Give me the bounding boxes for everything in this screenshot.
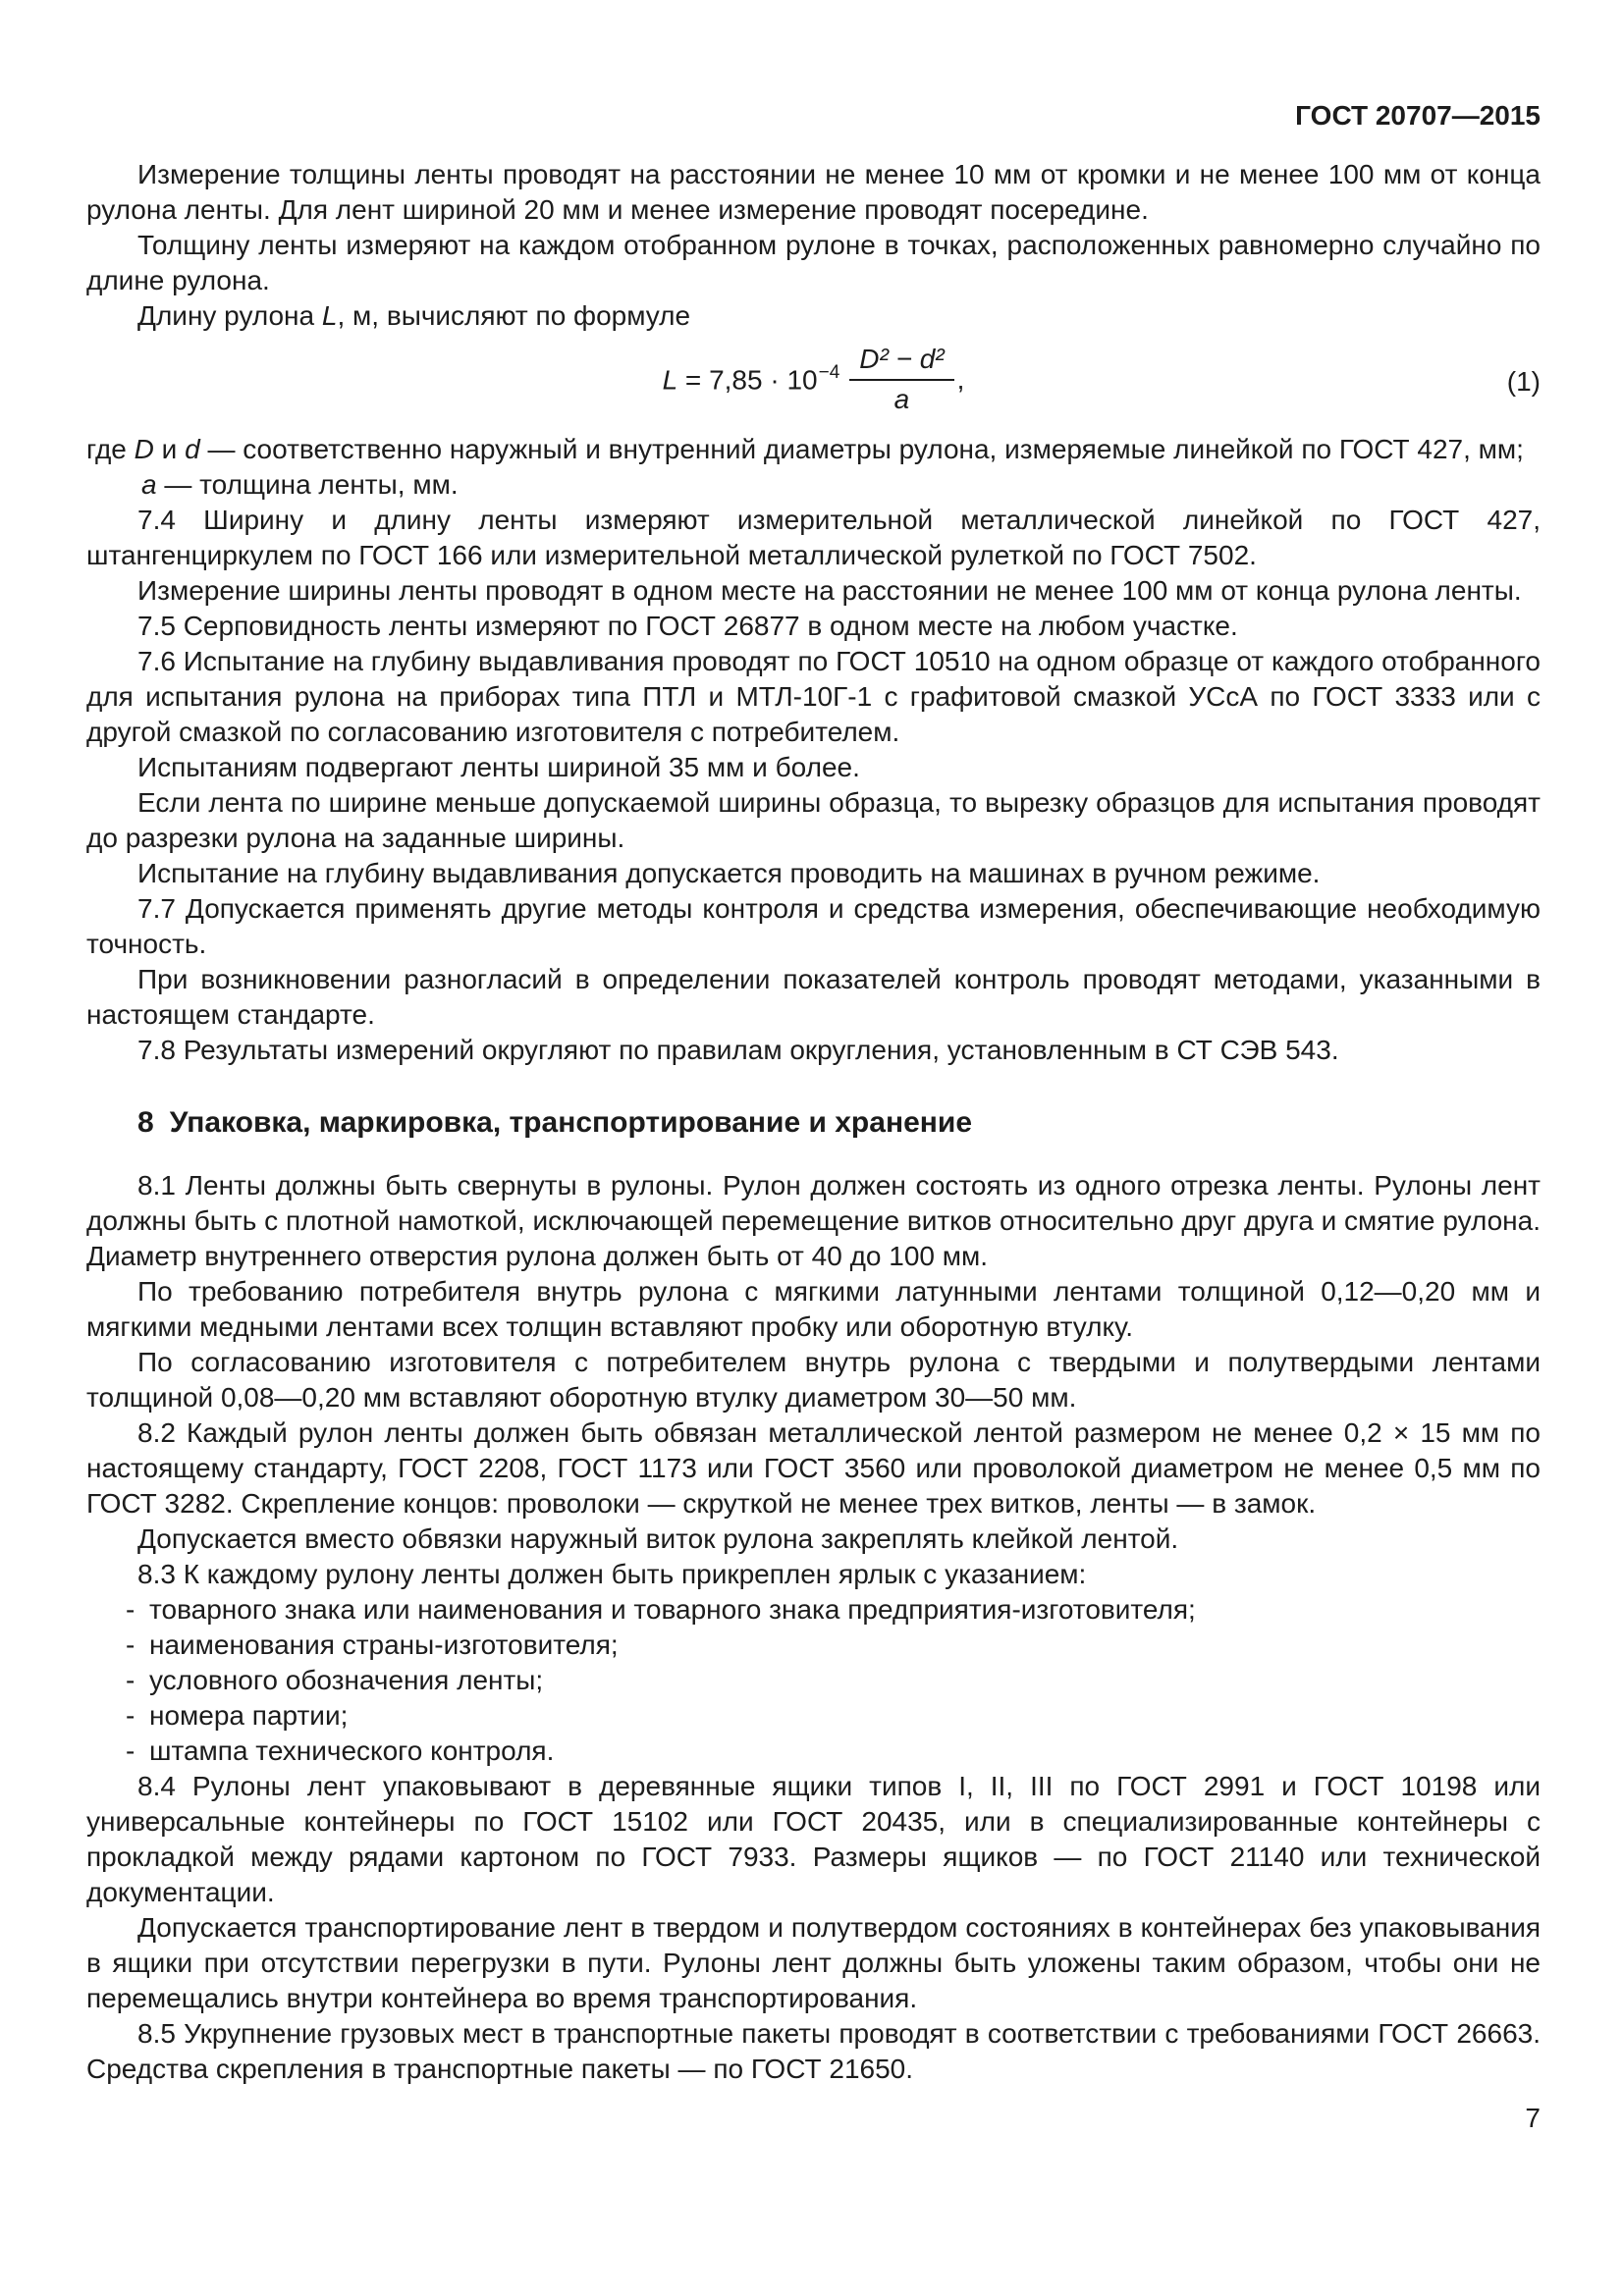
where-variable-d-outer: D [134, 434, 154, 465]
where-description-a: — толщина ленты, мм. [156, 469, 459, 501]
formula-lhs: L [662, 364, 678, 396]
list-item-text: наименования страны-изготовителя; [149, 1629, 619, 1661]
paragraph-7-5: 7.5 Серповидность ленты измеряют по ГОСТ 26877 в одном месте на любом участке. [137, 611, 1238, 642]
section-8-number: 8 [137, 1106, 154, 1140]
where-variable-a: a [141, 469, 157, 501]
formula-numerator: D² − d² [849, 343, 953, 381]
paragraph-8-2-adhesive-tape: Допускается вместо обвязки наружный виток рулона закреплять клейкой лентой. [137, 1523, 1179, 1555]
section-8-title: Упаковка, маркировка, транспортирование и хранение [169, 1106, 972, 1140]
list-dash: - [126, 1700, 135, 1732]
paragraph-8-1-hard-tapes: По согласованию изготовителя с потребителем внутрь рулона с твердыми и полутвердыми лентами толщиной 0,08—0,20 мм вставляют оборотную втулку диаметром 30—50 мм. [86, 1347, 1541, 1414]
length-variable: L [321, 300, 338, 331]
where-variable-d-inner: d [185, 434, 200, 465]
formula-exponent: −4 [818, 362, 840, 384]
paragraph-7-6-width-35: Испытаниям подвергают ленты шириной 35 мм и более. [137, 752, 860, 783]
paragraph-7-6-sample-cutting: Если лента по ширине меньше допускаемой ширины образца, то вырезку образцов для испытания проводят до разрезки рулона на заданные ширины. [86, 787, 1541, 854]
paragraph-8-4-container-transport: Допускается транспортирование лент в твердом и полутвердом состояниях в контейнерах без упаковывания в ящики при отсутствии перегрузки в пути. Рулоны лент должны быть уложены таким образом, чтобы они не перемещались внутри контейнера во время транспортирования. [86, 1912, 1541, 2014]
paragraph-7-7: 7.7 Допускается применять другие методы контроля и средства измерения, обеспечивающие необходимую точность. [86, 893, 1541, 960]
formula-denominator: a [893, 383, 910, 414]
paragraph-8-5: 8.5 Укрупнение грузовых мест в транспортные пакеты проводят в соответствии с требованиями ГОСТ 26663. Средства скрепления в транспортные пакеты — по ГОСТ 21650. [86, 2018, 1541, 2085]
list-item-control-stamp [86, 1734, 1541, 1769]
formula-equals: = 7,85 · 10 [677, 364, 818, 396]
where-conjunction: и [153, 434, 186, 465]
formula-where-line-1 [86, 432, 1541, 467]
paragraph-7-6-manual-mode: Испытание на глубину выдавливания допускается проводить на машинах в ручном режиме. [137, 858, 1321, 889]
where-description: — соответственно наружный и внутренний диаметры рулона, измеряемые линейкой по ГОСТ 427, мм; [199, 434, 1524, 465]
doc-code: ГОСТ 20707—2015 [1295, 100, 1541, 131]
formula-expression [663, 346, 965, 418]
label-requirements-list [86, 1592, 1541, 1769]
length-intro-post: , м, вычисляют по формуле [337, 300, 691, 331]
list-item-text: условного обозначения ленты; [149, 1665, 544, 1696]
page-number: 7 [1525, 2103, 1541, 2134]
where-pre: где [86, 434, 135, 465]
paragraph-7-4-width-measure: Измерение ширины ленты проводят в одном месте на расстоянии не менее 100 мм от конца рулона ленты. [137, 575, 1522, 607]
list-dash: - [126, 1735, 135, 1767]
formula-block [86, 346, 1541, 418]
list-dash: - [126, 1629, 135, 1661]
formula-where-line-2 [141, 467, 1541, 503]
paragraph-8-1: 8.1 Ленты должны быть свернуты в рулоны. Рулон должен состоять из одного отрезка ленты. Рулоны лент должны быть с плотной намоткой, исключающей перемещение витков относительно друг друга и смятие рулона. Диаметр внутреннего отверстия рулона должен быть от 40 до 100 мм. [86, 1170, 1541, 1272]
list-dash: - [126, 1594, 135, 1626]
paragraph-7-6: 7.6 Испытание на глубину выдавливания проводят по ГОСТ 10510 на одном образце от каждого отобранного для испытания рулона на приборах типа ПТЛ и МТЛ-10Г-1 с графитовой смазкой УСсА по ГОСТ 3333 или с другой смазкой по согласованию изготовителя с потребителем. [86, 646, 1541, 748]
formula-number: (1) [1506, 366, 1541, 398]
doc-header [86, 98, 1541, 133]
list-dash: - [126, 1665, 135, 1696]
formula-fraction [849, 343, 953, 415]
list-item-country [86, 1628, 1541, 1663]
list-item-text: товарного знака или наименования и товарного знака предприятия-изготовителя; [149, 1594, 1196, 1626]
formula-comma: , [956, 364, 965, 396]
list-item-text: номера партии; [149, 1700, 349, 1732]
length-intro-pre: Длину рулона [137, 300, 322, 331]
page-content [86, 98, 1541, 2136]
paragraph-thickness-measurement: Измерение толщины ленты проводят на расстоянии не менее 10 мм от кромки и не менее 100 мм от конца рулона ленты. Для лент шириной 20 мм и менее измерение проводят посередине. [86, 159, 1541, 225]
list-item-text: штампа технического контроля. [149, 1735, 555, 1767]
paragraph-8-3: 8.3 К каждому рулону ленты должен быть прикреплен ярлык с указанием: [137, 1559, 1087, 1590]
paragraph-8-1-soft-tapes: По требованию потребителя внутрь рулона с мягкими латунными лентами толщиной 0,12—0,20 мм и мягкими медными лентами всех толщин вставляют пробку или оборотную втулку. [86, 1276, 1541, 1343]
paragraph-thickness-points: Толщину ленты измеряют на каждом отобранном рулоне в точках, расположенных равномерно случайно по длине рулона. [86, 230, 1541, 295]
paragraph-7-8: 7.8 Результаты измерений округляют по правилам округления, установленным в СТ СЭВ 543. [137, 1035, 1339, 1066]
paragraph-7-7-disputes: При возникновении разногласий в определении показателей контроль проводят методами, указанными в настоящем стандарте. [86, 964, 1541, 1031]
paragraph-roll-length-intro [86, 298, 1541, 334]
paragraph-8-4: 8.4 Рулоны лент упаковывают в деревянные ящики типов I, II, III по ГОСТ 2991 и ГОСТ 10198 или универсальные контейнеры по ГОСТ 15102 или ГОСТ 20435, или в специализированные контейнеры с прокладкой между рядами картоном по ГОСТ 7933. Размеры ящиков — по ГОСТ 21140 или технической документации. [86, 1771, 1541, 1908]
paragraph-8-2: 8.2 Каждый рулон ленты должен быть обвязан металлической лентой размером не менее 0,2 × 15 мм по настоящему стандарту, ГОСТ 2208, ГОСТ 1173 или ГОСТ 3560 или проволокой диаметром не менее 0,5 мм по ГОСТ 3282. Скрепление концов: проволоки — скруткой не менее трех витков, ленты — в замок. [86, 1417, 1541, 1520]
list-item-trademark [86, 1592, 1541, 1628]
section-8-heading [86, 1105, 1541, 1141]
list-item-batch-number [86, 1698, 1541, 1734]
paragraph-7-4: 7.4 Ширину и длину ленты измеряют измерительной металлической линейкой по ГОСТ 427, штангенциркулем по ГОСТ 166 или измерительной металлической рулеткой по ГОСТ 7502. [86, 505, 1541, 571]
list-item-designation [86, 1663, 1541, 1698]
